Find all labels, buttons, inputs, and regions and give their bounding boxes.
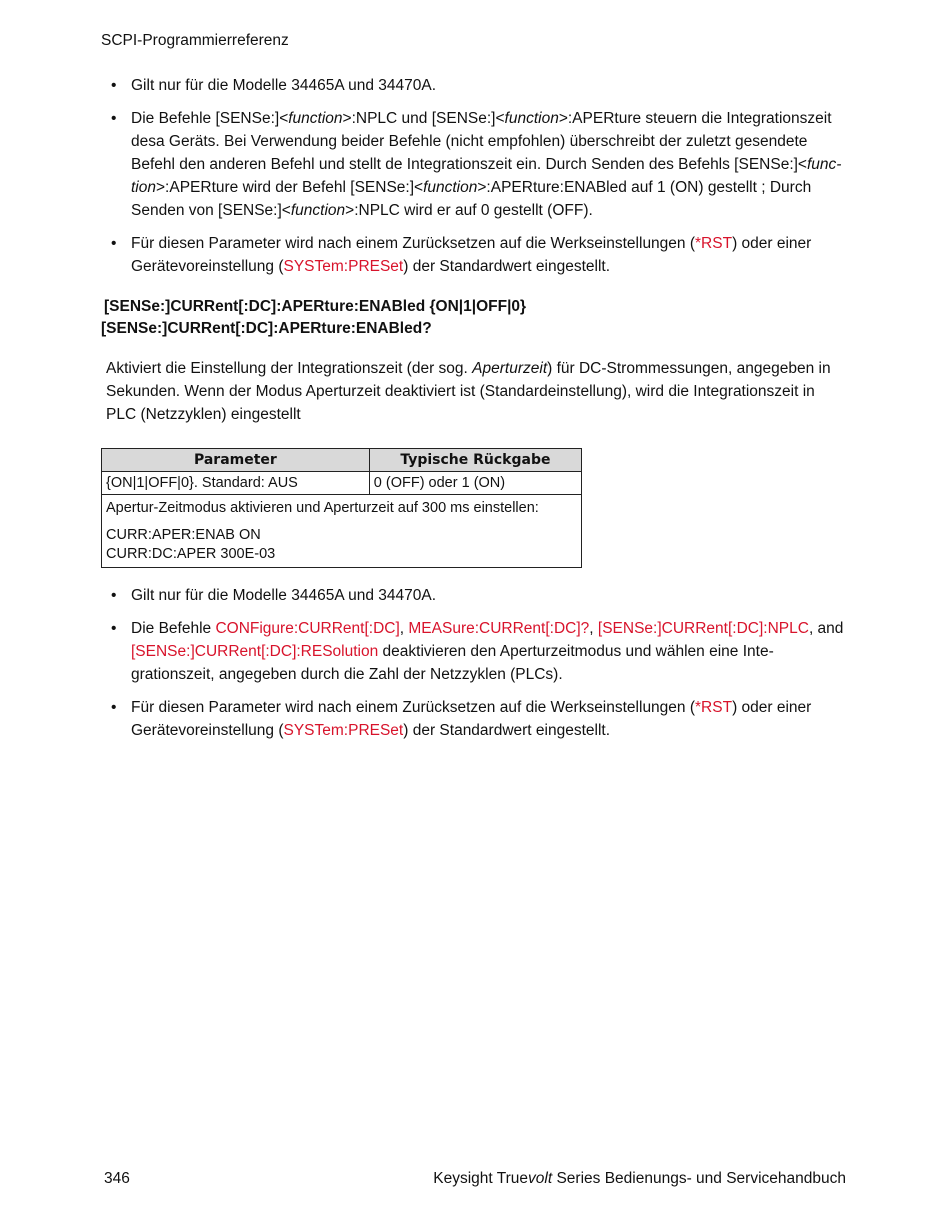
- measure-current-link[interactable]: MEASure:CURRent[:DC]?: [408, 620, 590, 637]
- command-query: [SENSe:]CURRent[:DC]:APERture:ENABled?: [101, 320, 432, 337]
- bullet-list-bottom: [106, 584, 851, 752]
- example-caption: Apertur-Zeitmodus aktivieren und Aperturzeit auf 300 ms einstellen:: [106, 500, 539, 516]
- current-nplc-link[interactable]: [SENSe:]CURRent[:DC]:NPLC: [597, 620, 809, 637]
- example-code: CURR:DC:APER 300E-03: [106, 546, 276, 562]
- bullet-text: Gilt nur für die Modelle 34465A und 34470A.: [131, 77, 437, 94]
- table-header-row: [102, 449, 582, 472]
- command-description: Aktiviert die Einstellung der Integrationszeit (der sog. Aperturzeit) für DC-Strommessungen, angegeben in Sekunden. Wenn der Modus Aperturzeit deaktiviert ist (Standardeinstellung), wird die Integrationszeit in PLC (Netzzyklen) eingestellt: [106, 360, 831, 423]
- list-item: • Für diesen Parameter wird nach einem Zurücksetzen auf die Werkseinstellungen (*RST) oder einer Gerätevoreinstellung (SYSTem:PRESet) der Standardwert eingestellt.: [106, 232, 851, 278]
- current-resolution-link[interactable]: [SENSe:]CURRent[:DC]:RESolution: [131, 643, 379, 660]
- column-header: Typische Rückgabe: [369, 449, 581, 472]
- list-item: • Für diesen Parameter wird nach einem Zurücksetzen auf die Werkseinstellungen (*RST) oder einer Gerätevoreinstellung (SYSTem:PRESet) der Standardwert eingestellt.: [106, 696, 851, 742]
- list-item: [106, 74, 851, 97]
- running-header: SCPI-Programmierreferenz: [101, 32, 289, 49]
- system-preset-link[interactable]: SYSTem:PRESet: [283, 722, 404, 739]
- rst-link[interactable]: *RST: [695, 235, 733, 252]
- table-row: [102, 472, 582, 495]
- running-footer: Keysight Truevolt Series Bedienungs- und Servicehandbuch: [433, 1170, 846, 1187]
- table-cell: 0 (OFF) oder 1 (ON): [369, 472, 581, 495]
- system-preset-link[interactable]: SYSTem:PRESet: [283, 258, 404, 275]
- example-cell: [102, 495, 582, 568]
- bullet-list-top: [106, 74, 851, 288]
- column-header: Parameter: [102, 449, 370, 472]
- list-item: • Die Befehle [SENSe:]<function>:NPLC und [SENSe:]<function>:APERture steuern die Integrationszeit desa Geräts. Bei Verwendung beider Befehle (nicht empfohlen) überschreibt der zuletzt gesendete Befehl den anderen Befehl und stellt de Integrationszeit ein. Durch Senden des Befehls [SENSe:]<func-tion>:APERture wird der Befehl [SENSe:]<function>:APERture:ENABled auf 1 (ON) gestellt ; Durch Senden von [SENSe:]<function>:NPLC wird er auf 0 gestellt (OFF).: [106, 107, 851, 222]
- configure-current-link[interactable]: CONFigure:CURRent[:DC]: [215, 620, 400, 637]
- parameter-table: [101, 448, 582, 568]
- command-heading: [101, 296, 526, 340]
- command-syntax: [SENSe:]CURRent[:DC]:APERture:ENABled {ON|1|OFF|0}: [104, 298, 527, 315]
- page-number: 346: [104, 1170, 130, 1187]
- rst-link[interactable]: *RST: [695, 699, 733, 716]
- table-cell: {ON|1|OFF|0}. Standard: AUS: [102, 472, 370, 495]
- example-code: CURR:APER:ENAB ON: [106, 527, 261, 543]
- list-item: • Die Befehle CONFigure:CURRent[:DC], MEASure:CURRent[:DC]?, [SENSe:]CURRent[:DC]:NPLC, and [SENSe:]CURRent[:DC]:RESolution deaktivieren den Aperturzeitmodus und wählen eine Inte-grationszeit, angegeben durch die Zahl der Netzzyklen (PLCs).: [106, 617, 851, 686]
- list-item: • Gilt nur für die Modelle 34465A und 34470A.: [106, 584, 851, 607]
- table-row: [102, 495, 582, 568]
